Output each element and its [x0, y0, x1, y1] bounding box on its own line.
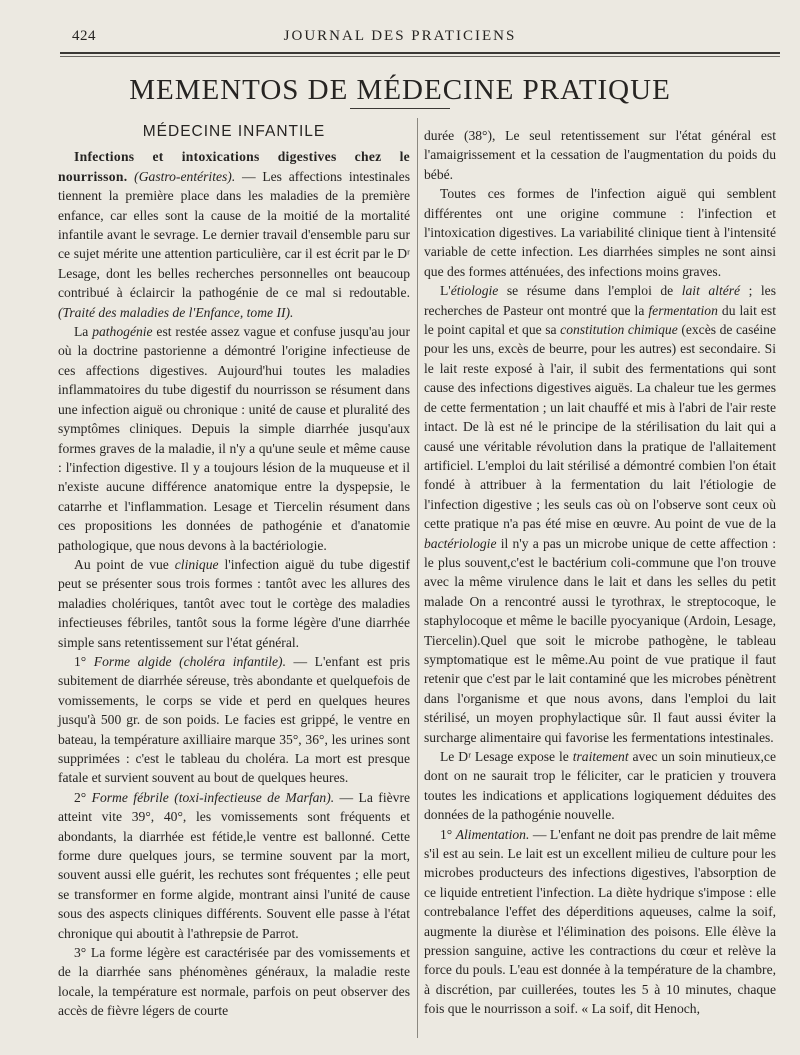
journal-title: JOURNAL DES PRATICIENS: [283, 28, 517, 44]
text-run: — Les affections intestinales tiennent la première place dans les maladies de la première enfance, car elles sont la cause de la moitié de la mortalité infantile avant le sevrage. Le dernier travail d'ensemble paru sur ce sujet mérite une attention particulière, car il est écrit par le Dʳ Lesage, dont les belles recherches personnelles ont beaucoup contribué à éclaircir la pathogénie de ce mal si redoutable.: [58, 168, 410, 301]
paragraph: [58, 788, 410, 943]
paragraph: [424, 747, 776, 825]
page-number: 424: [72, 28, 96, 44]
paragraph: [58, 652, 410, 788]
text-run: se résume dans l'emploi de: [498, 283, 682, 299]
text-run: — La fièvre atteint vite 39°, 40°, les vomissements sont fréquents et abondants, la diarrhée est fétide,le ventre est ballonné. Cette forme dure quelques jours, se termine souvent par la mort, souvent aussi elle guérit, les rechutes sont fréquentes ; elle peut se transformer en forme algide, montrant ainsi l'unité de cause sous des aspects cliniques différents. Souvent elle passe à l'état chronique qui aboutit à l'athrepsie de Parrot.: [58, 789, 411, 941]
text-run: L': [440, 283, 451, 299]
paragraph: [58, 555, 410, 652]
italic-text: Forme algide (choléra infantile).: [93, 653, 286, 669]
bold-heading: Infections et intoxications digestives chez le nourrisson.: [58, 149, 410, 184]
italic-text: Alimentation.: [455, 826, 530, 842]
text-run: — L'enfant ne doit pas prendre de lait même s'il est au sein. Le lait est un excellent milieu de culture pour les microbes producteurs des infections digestives, l'absorption de ce liquide entretient l'infection. La diète hydrique s'impose : elle contrebalance l'effet des déperditions aqueuses, calme la soif, augmente la diurèse et l'élimination des poisons. Elle élève la pression sanguine, active les contractions du cœur et relève la force du pouls. L'eau est donnée à la température de la chambre, à discrétion, par cuillerées, toutes les 5 à 10 minutes, chaque fois que le nourrisson a soif. « La soif, dit Henoch,: [424, 826, 776, 1017]
paragraph: [424, 281, 776, 747]
text-run: La: [74, 324, 93, 340]
italic-text: constitution chimique: [560, 322, 678, 338]
italic-text: étiologie: [450, 283, 499, 299]
text-run: ; les recherches de Pasteur ont montré que la: [424, 283, 776, 318]
text-run: il n'y a pas un microbe unique de cette affection : le plus souvent,c'est le bactérium coli-commune que l'on trouve avec la même virulence dans le lait et dans les selles du petit malade On a rencontré aussi le tyrothrax, le streptocoque, le staphylocoque et même le bacille pyocyanique (Ardoin, Lesage, Tiercelin).Quel que soit le microbe pathogène, le tableau symptomatique est le même.Au point de vue pratique il faut retenir que c'est par le lait contaminé que les microbes pénètrent dans l'organisme et que nous avons, dans l'emploi du lait stérilisé, un moyen prophylactique sûr. Il faut aussi éviter la surcharge alimentaire qui favorise les fermentations intestinales.: [424, 535, 776, 745]
text-run: 1°: [440, 826, 456, 842]
paragraph: [58, 322, 410, 555]
italic-text: bactériologie: [424, 535, 497, 551]
text-run: 2°: [74, 789, 92, 805]
italic-text: (Traité des maladies de l'Enfance, tome II).: [58, 304, 294, 320]
column-divider: [417, 118, 418, 1038]
text-run: 1°: [74, 653, 94, 669]
paragraph: [424, 825, 776, 1019]
text-run: du lait est le point capital et que sa: [424, 302, 776, 338]
text-run: Au point de vue: [74, 556, 175, 572]
italic-text: traitement: [572, 749, 629, 764]
paragraph: [424, 184, 776, 281]
running-header: [0, 28, 800, 48]
italic-text: fermentation: [648, 302, 718, 318]
left-paragraphs: [58, 147, 410, 1020]
article-title: MEMENTOS DE MÉDECINE PRATIQUE: [129, 74, 671, 106]
italic-text: pathogénie: [92, 324, 153, 340]
paragraph: [424, 126, 776, 184]
text-run: (excès de caséine pour les uns, excès de beurre, pour les autres) est secondaire. Si le lait reste exposé à l'air, il subit des fermentations qui sont cause des infections digestives aiguës. La chaleur tue les germes de cette fermentation ; un lait chauffé et mis à l'abri de l'air reste intact. De là est né le principe de la stérilisation du lait qui a causé une véritable révolution dans la pratique de l'allaitement artificiel. L'emploi du lait stérilisé a démontré combien l'on était fondé à attribuer à la fermentation du lait l'étiologie de l'infection digestive ; les seuls cas où on l'observe sont ceux où cette pratique n'a pas été mise en œuvre. Au point de vue de la: [424, 322, 776, 532]
paragraph: [58, 943, 410, 1021]
italic-text: Forme fébrile (toxi-infectieuse de Marfan).: [91, 789, 335, 805]
text-run: est restée assez vague et confuse jusqu'au jour où la doctrine pastorienne a démontré l'origine infectieuse de ces affections digestives. Aujourd'hui toutes les maladies inflammatoires du tube digestif du nourrisson se résument dans une infection aiguë ou chronique : unité de cause et pluralité des symptômes cliniques. Depuis la simple diarrhée jusqu'aux formes graves de la maladie, il n'y a qu'une seule et même cause : l'infection digestive. Il y a toujours lésion de la muqueuse et il n'existe aucune différence anatomique entre la dyspepsie, le catarrhe et l'inflammation. Lesage et Tiercelin résument dans ces propositions les données de pathogénie et d'anatomie pathologique, que nous devons à la bactériologie.: [58, 324, 410, 553]
section-title: MÉDECINE INFANTILE: [142, 123, 326, 140]
left-column: [58, 122, 410, 1021]
header-rule-thin: [60, 56, 780, 57]
text-run: l'infection aiguë du tube digestif peut se présenter sous trois formes : tantôt avec les allures des maladies cholériques, tantôt avec tout le cortège des maladies infectieuses fébriles, tantôt sous la forme légère d'une diarrhée simple sans retentissement sur l'état général.: [58, 556, 410, 650]
text-run: avec un soin minutieux,ce dont on ne saurait trop le féliciter, car le praticien y trouvera toutes les indications et applications logiquement déduites des données de la pathogénie nouvelle.: [424, 749, 776, 823]
text-run: Le Dʳ Lesage expose le: [440, 749, 573, 764]
text-run: durée (38°), Le seul retentissement sur l'état général est l'amaigrissement et la cessation de l'augmentation du poids du bébé.: [424, 128, 776, 182]
paragraph: [58, 147, 410, 322]
title-underline: [350, 108, 450, 109]
header-rule: [60, 52, 780, 54]
right-column: [424, 126, 776, 1019]
italic-text: lait altéré: [681, 283, 741, 299]
italic-text: clinique: [174, 556, 219, 572]
text-run: — L'enfant est pris subitement de diarrhée séreuse, très abondante et quelquefois de vomissements, le corps se vide et perd en quelques heures jusqu'à 500 gr. de son poids. Le facies est grippé, le ventre en bateau, la température axilliaire marque 35°, 36°, les urines sont supprimées : c'est le tableau du choléra. La mort est presque fatale et survient souvent au bout de quelques heures.: [58, 653, 410, 786]
text-run: Toutes ces formes de l'infection aiguë qui semblent différentes ont une origine commune : l'infection et l'intoxication digestives. La variabilité clinique tient à l'intensité variable de cette infection. Les diarrhées simples ne sont ainsi que des formes atténuées, des infections moins graves.: [424, 186, 776, 279]
italic-text: (Gastro-entérites).: [134, 168, 236, 184]
text-run: 3° La forme légère est caractérisée par des vomissements et de la diarrhée sans phénomènes généraux, la maladie reste locale, la température est normale, parfois on peut observer des accès de fièvre légers de courte: [58, 945, 410, 1019]
right-paragraphs: [424, 126, 776, 1019]
